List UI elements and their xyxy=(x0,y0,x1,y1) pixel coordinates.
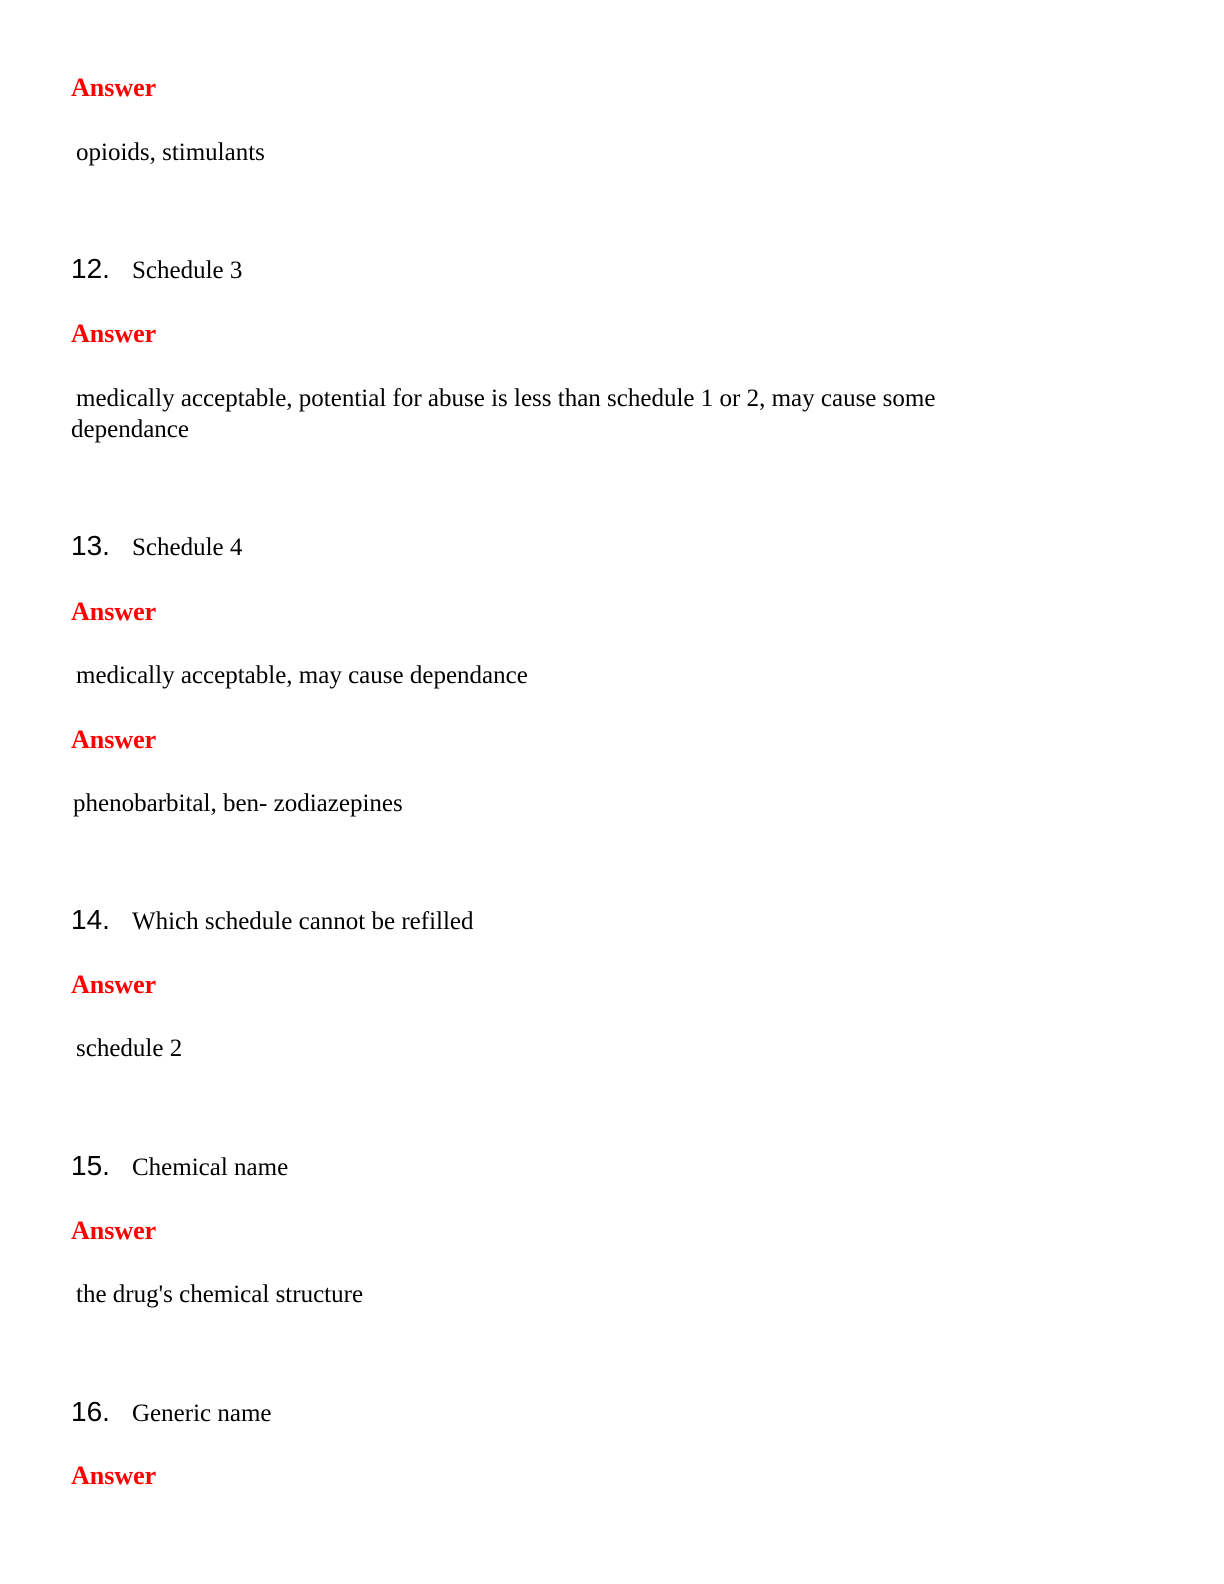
answer-label: Answer xyxy=(71,319,157,348)
question-text: Generic name xyxy=(132,1400,272,1427)
answer-text: the drug's chemical structure xyxy=(76,1281,364,1308)
question-text: Schedule 3 xyxy=(132,257,243,284)
answer-label: Answer xyxy=(71,73,157,102)
question-14 xyxy=(71,903,474,939)
question-number: 14. xyxy=(71,904,110,935)
question-16 xyxy=(71,1395,272,1431)
question-number: 16. xyxy=(71,1396,110,1427)
answer-text: medically acceptable, may cause dependance xyxy=(76,662,528,689)
question-number: 12. xyxy=(71,253,110,284)
answer-label: Answer xyxy=(71,597,157,626)
question-text: Chemical name xyxy=(132,1154,289,1181)
question-text: Schedule 4 xyxy=(132,534,243,561)
answer-text: schedule 2 xyxy=(76,1035,183,1062)
question-12 xyxy=(71,252,242,288)
answer-label: Answer xyxy=(71,1461,157,1490)
answer-label: Answer xyxy=(71,725,157,754)
question-text: Which schedule cannot be refilled xyxy=(132,908,474,935)
question-15 xyxy=(71,1149,288,1185)
question-number: 15. xyxy=(71,1150,110,1181)
answer-text: phenobarbital, ben- zodiazepines xyxy=(73,790,403,817)
answer-text: opioids, stimulants xyxy=(76,139,265,166)
answer-text: medically acceptable, potential for abuse is less than schedule 1 or 2, may cause some xyxy=(76,385,936,412)
answer-label: Answer xyxy=(71,1216,157,1245)
answer-label: Answer xyxy=(71,970,157,999)
question-number: 13. xyxy=(71,530,110,561)
question-13 xyxy=(71,529,242,565)
answer-text-continuation: dependance xyxy=(71,416,189,443)
